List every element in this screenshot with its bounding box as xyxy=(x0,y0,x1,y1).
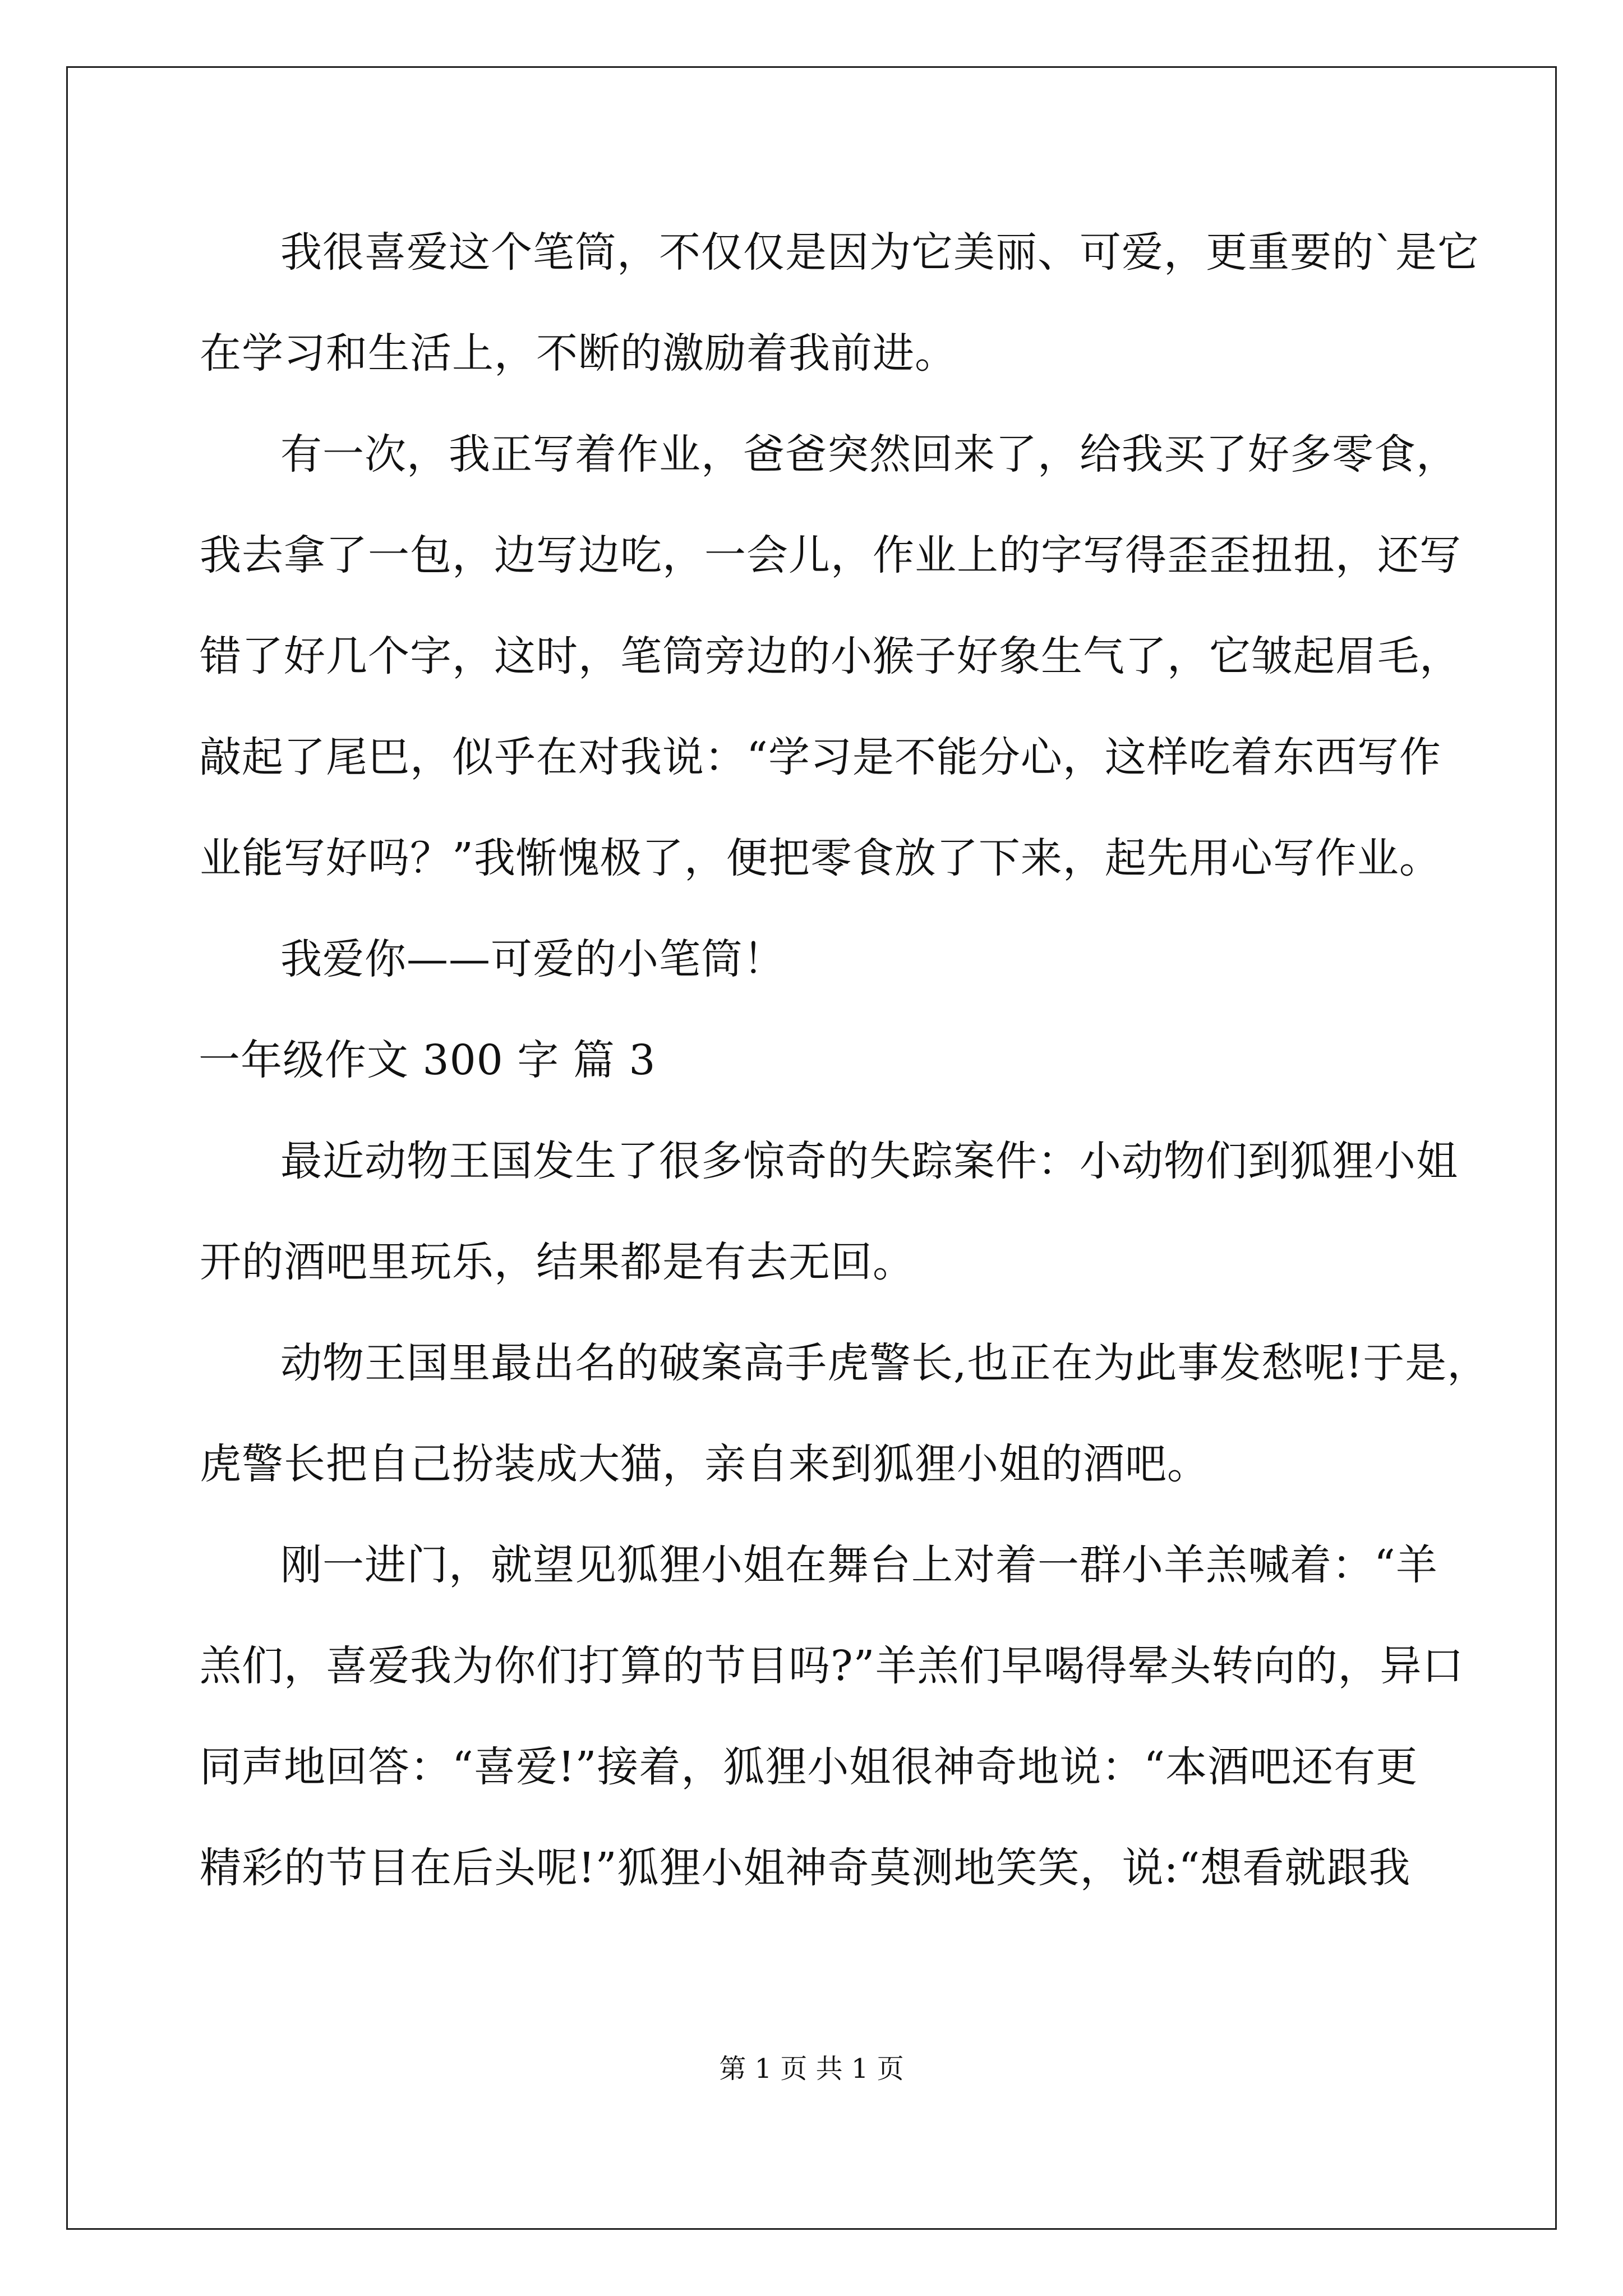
paragraph-line: 虎警长把自己扮装成大猫，亲自来到狐狸小姐的酒吧。 xyxy=(200,1440,1209,1488)
paragraph-line: 同声地回答：“喜爱!”接着，狐狸小姐很神奇地说：“本酒吧还有更 xyxy=(200,1743,1418,1791)
document-body xyxy=(199,202,1490,1918)
paragraph-line: 最近动物王国发生了很多惊奇的失踪案件：小动物们到狐狸小姐 xyxy=(280,1137,1458,1185)
section-heading: 一年级作文 300 字 篇 3 xyxy=(199,1036,656,1084)
paragraph-line: 在学习和生活上，不断的激励着我前进。 xyxy=(200,329,957,378)
page-number-footer: 第 1 页 共 1 页 xyxy=(719,2053,904,2085)
paragraph-line: 我爱你——可爱的小笔筒！ xyxy=(280,935,785,983)
paragraph-line: 我很喜爱这个笔筒，不仅仅是因为它美丽、可爱，更重要的`是它 xyxy=(280,228,1479,277)
paragraph-line: 刚一进门，就望见狐狸小姐在舞台上对着一群小羊羔喊着：“羊 xyxy=(280,1541,1438,1589)
paragraph-line: 开的酒吧里玩乐，结果都是有去无回。 xyxy=(200,1238,915,1286)
paragraph-line: 精彩的节目在后头呢!”狐狸小姐神奇莫测地笑笑，说:“想看就跟我 xyxy=(200,1844,1411,1892)
paragraph-line: 错了好几个字，这时，笔筒旁边的小猴子好象生气了，它皱起眉毛， xyxy=(200,632,1461,680)
paragraph-line: 动物王国里最出名的破案高手虎警长,也正在为此事发愁呢!于是， xyxy=(280,1339,1490,1387)
paragraph-line: 业能写好吗？”我惭愧极了，便把零食放了下来，起先用心写作业。 xyxy=(200,834,1441,882)
paragraph-line: 敲起了尾巴，似乎在对我说：“学习是不能分心，这样吃着东西写作 xyxy=(200,733,1441,781)
paragraph-line: 有一次，我正写着作业，爸爸突然回来了，给我买了好多零食， xyxy=(280,430,1458,478)
paragraph-line: 我去拿了一包，边写边吃，一会儿，作业上的字写得歪歪扭扭，还写 xyxy=(200,531,1461,579)
paragraph-line: 羔们，喜爱我为你们打算的节目吗?”羊羔们早喝得晕头转向的，异口 xyxy=(200,1642,1464,1690)
